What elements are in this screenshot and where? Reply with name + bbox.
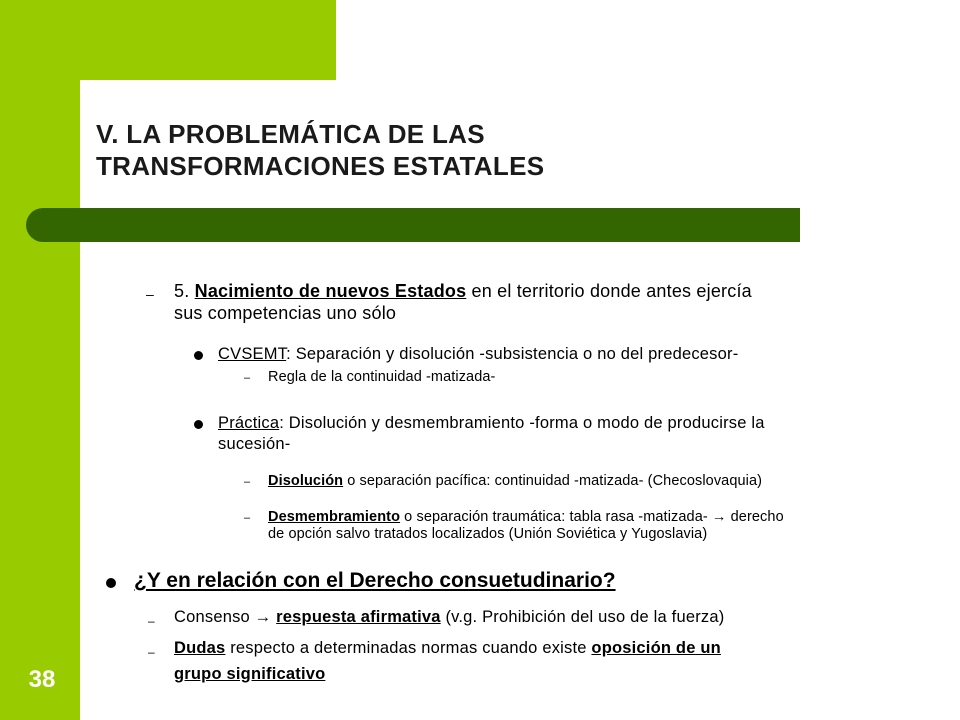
left-accent-column: [0, 0, 80, 720]
disolucion-line: Disolución o separación pacífica: continuidad -matizada- (Checoslovaquia): [268, 473, 763, 489]
dudas-label: Dudas: [174, 639, 226, 657]
title-divider-bar: [26, 208, 800, 242]
point5-highlight: Nacimiento de nuevos Estados: [194, 281, 467, 301]
dash-cvsemt-sub: –: [244, 372, 251, 384]
dudas-line1: Dudas respecto a determinadas normas cuando existe oposición de un: [174, 639, 721, 657]
cvsemt-label: CVSEMT: [218, 345, 287, 363]
desmembramiento-line1: Desmembramiento o separación traumática: tabla rasa -matizada- → derecho: [268, 509, 784, 525]
practica-line1: Práctica: Disolución y desmembramiento -forma o modo de producirse la: [218, 414, 765, 432]
dash-point5: –: [146, 286, 154, 302]
top-accent-block: [0, 0, 336, 80]
consuetudinario-heading: ¿Y en relación con el Derecho consuetudinario?: [134, 569, 616, 592]
title-line-1: V. LA PROBLEMÁTICA DE LAS: [96, 119, 485, 149]
consenso-highlight: respuesta afirmativa: [276, 608, 441, 626]
practica-label: Práctica: [218, 414, 280, 432]
dash-desmembramiento: –: [244, 512, 251, 524]
cvsemt-line: CVSEMT: Separación y disolución -subsistencia o no del predecesor-: [218, 345, 739, 363]
disolucion-label: Disolución: [268, 473, 344, 489]
point5-line1: 5. Nacimiento de nuevos Estados en el territorio donde antes ejercía: [174, 281, 752, 301]
cvsemt-sub: Regla de la continuidad -matizada-: [268, 369, 496, 385]
bullet-practica: [194, 420, 203, 429]
slide-title: [96, 118, 796, 182]
desmembramiento-line2: de opción salvo tratados localizados (Unión Soviética y Yugoslavia): [268, 526, 708, 542]
bullet-consuetudinario: [106, 578, 116, 588]
point5-line2: sus competencias uno sólo: [174, 303, 397, 323]
dudas-line2: grupo significativo: [174, 665, 326, 683]
dash-disolucion: –: [244, 476, 251, 488]
title-line-2: TRANSFORMACIONES ESTATALES: [96, 151, 545, 181]
bullet-cvsemt: [194, 351, 203, 360]
dash-consenso: –: [148, 614, 155, 628]
dudas-highlight: oposición de un: [591, 639, 721, 657]
dash-dudas: –: [148, 645, 155, 659]
desmembramiento-label: Desmembramiento: [268, 509, 401, 525]
consenso-line: Consenso → respuesta afirmativa (v.g. Prohibición del uso de la fuerza): [174, 608, 725, 626]
practica-line2: sucesión-: [218, 435, 291, 453]
slide-number: 38: [28, 666, 56, 693]
